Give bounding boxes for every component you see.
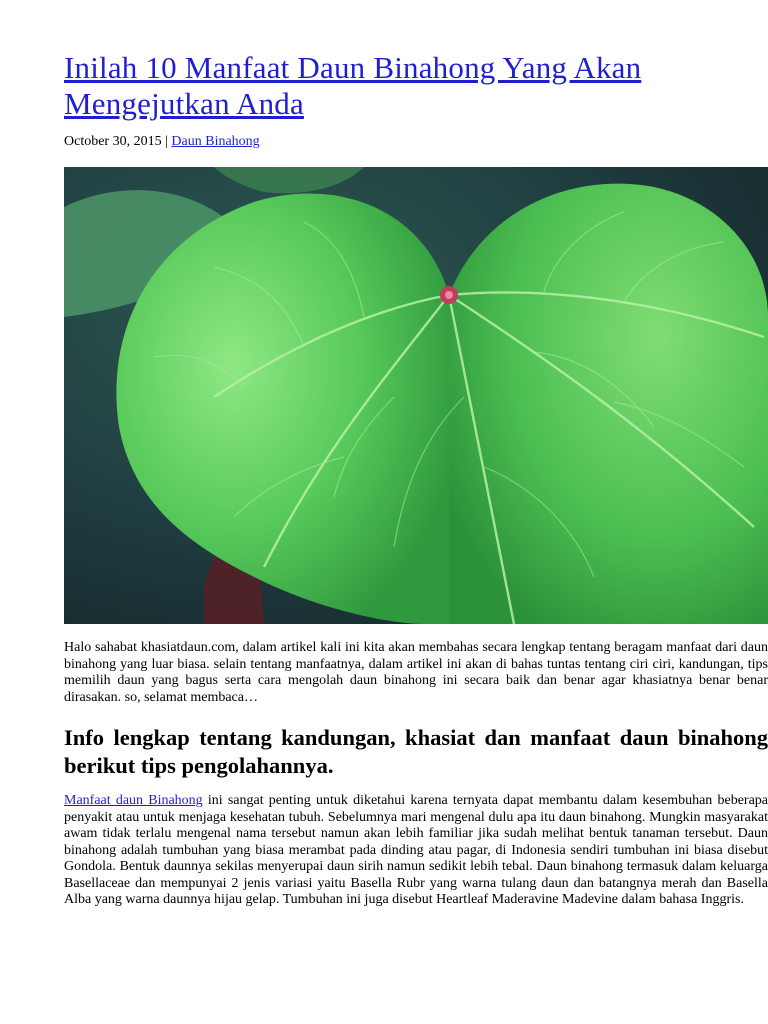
body-paragraph xyxy=(64,793,768,909)
article-meta xyxy=(64,133,260,151)
section-heading: Info lengkap tentang kandungan, khasiat dan manfaat daun binahong berikut tips pengolahannya. xyxy=(64,725,768,778)
intro-paragraph: Halo sahabat khasiatdaun.com, dalam artikel kali ini kita akan membahas secara lengkap tentang beragam manfaat dari daun binahong yang luar biasa. selain tentang manfaatnya, dalam artikel ini akan di bahas tuntas tentang ciri ciri, kandungan, tips memilih daun yang bagus serta cara mengolah daun binahong ini secara baik dan benar agar khasiatnya benar benar dirasakan. so, selamat membaca… xyxy=(64,640,768,705)
meta-separator: | xyxy=(161,134,172,149)
post-date: October 30, 2015 xyxy=(64,134,162,149)
article-title xyxy=(64,50,768,122)
body-text: ini sangat penting untuk diketahui karena ternyata dapat membantu dalam kesembuhan beberapa penyakit atau untuk menjaga kesehatan tubuh. Sebelumnya mari mengenal dulu apa itu daun binahong. Mungkin masyarakat awam tidak terlalu mengenal nama tersebut namun akan lebih familiar jika sudah melihat bentuk tanaman tersebut. Daun binahong adalah tumbuhan yang biasa merambat pada dinding atau pagar, di Indonesia sendiri tumbuhan ini biasa disebut Gondola. Bentuk daunnya sekilas menyerupai daun sirih namun sedikit lebih tebal. Daun binahong termasuk dalam keluarga Basellaceae dan mempunyai 2 jenis variasi yaitu Basella Rubr yang warna tulang daun dan batangnya merah dan Basella Alba yang warna daunnya hijau gelap. Tumbuhan ini juga disebut Heartleaf Maderavine Madevine dalam bahasa Inggris. xyxy=(64,793,768,907)
category-link[interactable]: Daun Binahong xyxy=(171,134,260,149)
hero-image xyxy=(64,167,768,624)
body-link[interactable]: Manfaat daun Binahong xyxy=(64,793,203,808)
article-title-link[interactable]: Inilah 10 Manfaat Daun Binahong Yang Akan Mengejutkan Anda xyxy=(64,50,642,121)
